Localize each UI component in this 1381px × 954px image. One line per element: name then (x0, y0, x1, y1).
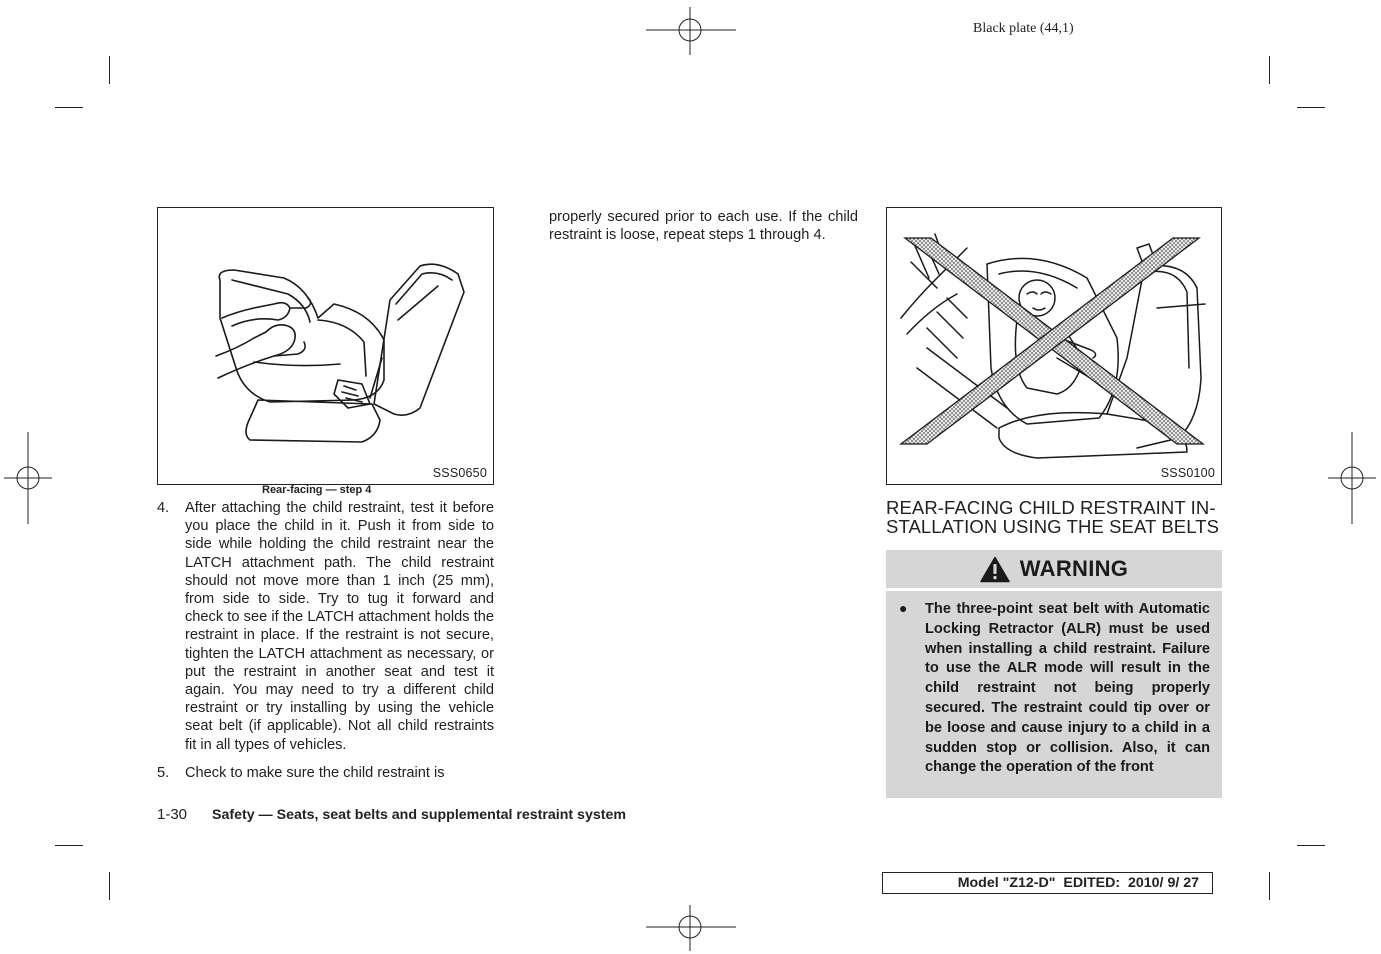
bullet-icon: ● (899, 600, 908, 616)
model-edited-box (882, 872, 1213, 894)
section-heading (886, 498, 1226, 536)
steps-list (157, 499, 494, 782)
figure-caption: Rear-facing — step 4 (262, 484, 372, 496)
section-heading-line: REAR-FACING CHILD RESTRAINT IN- (886, 497, 1216, 518)
warning-text: The three-point seat belt with Automatic Locking Retractor (ALR) must be used when installing a child restraint. Failure to use the ALR mode will result in the child restraint not being properly secured. The restraint could tip over or be loose and cause injury to a child in a sudden stop or collision. Also, it can change the operation of the front (925, 601, 1210, 776)
continuation-paragraph: properly secured prior to each use. If the child restraint is loose, repeat steps 1 through 4. (549, 209, 858, 244)
section-heading-line: STALLATION USING THE SEAT BELTS (886, 516, 1220, 537)
incorrect-installation-illustration (886, 207, 1222, 485)
registration-mark-bottom (646, 905, 736, 951)
step-number: 5. (157, 764, 170, 781)
footer-section-title: Safety — Seats, seat belts and supplemental restraint system (212, 807, 626, 823)
steps-column (157, 499, 494, 792)
plate-label: Black plate (44,1) (973, 21, 1074, 36)
warning-body (886, 591, 1222, 798)
step-number: 4. (157, 500, 170, 516)
step-text: Check to make sure the child restraint is (185, 764, 445, 781)
registration-mark-right (1328, 432, 1376, 524)
step-text: After attaching the child restraint, test it before you place the child in it. Push it from side to side while holding the child restraint near the LATCH attachment path. The child restraint should not move more than 1 inch (25 mm), from side to side. Try to tug it forward and check to see if the LATCH attachment holds the restraint in place. If the restraint is not secure, tighten the LATCH attachment as necessary, or put the restraint in another seat and test it again. You may need to try a different child restraint or try installing by using the vehicle seat belt (if applicable). Not all child restraints fit in all types of vehicles. (185, 500, 494, 753)
page-number: 1-30 (157, 806, 188, 823)
figure-code: SSS0650 (432, 466, 487, 480)
figure-code: SSS0100 (1160, 466, 1215, 480)
crossed-out-drawing (887, 208, 1221, 484)
registration-mark-left (4, 432, 52, 524)
child-seat-drawing (158, 208, 493, 484)
warning-title: WARNING (1019, 556, 1129, 581)
model-edited-text: Model "Z12-D" EDITED: 2010/ 9/ 27 (957, 875, 1199, 891)
step-item (157, 499, 494, 754)
warning-header (886, 550, 1222, 588)
registration-mark-top (646, 7, 736, 55)
child-seat-latch-illustration (157, 207, 494, 485)
warning-triangle-icon (980, 556, 1010, 583)
step-item (157, 764, 494, 782)
